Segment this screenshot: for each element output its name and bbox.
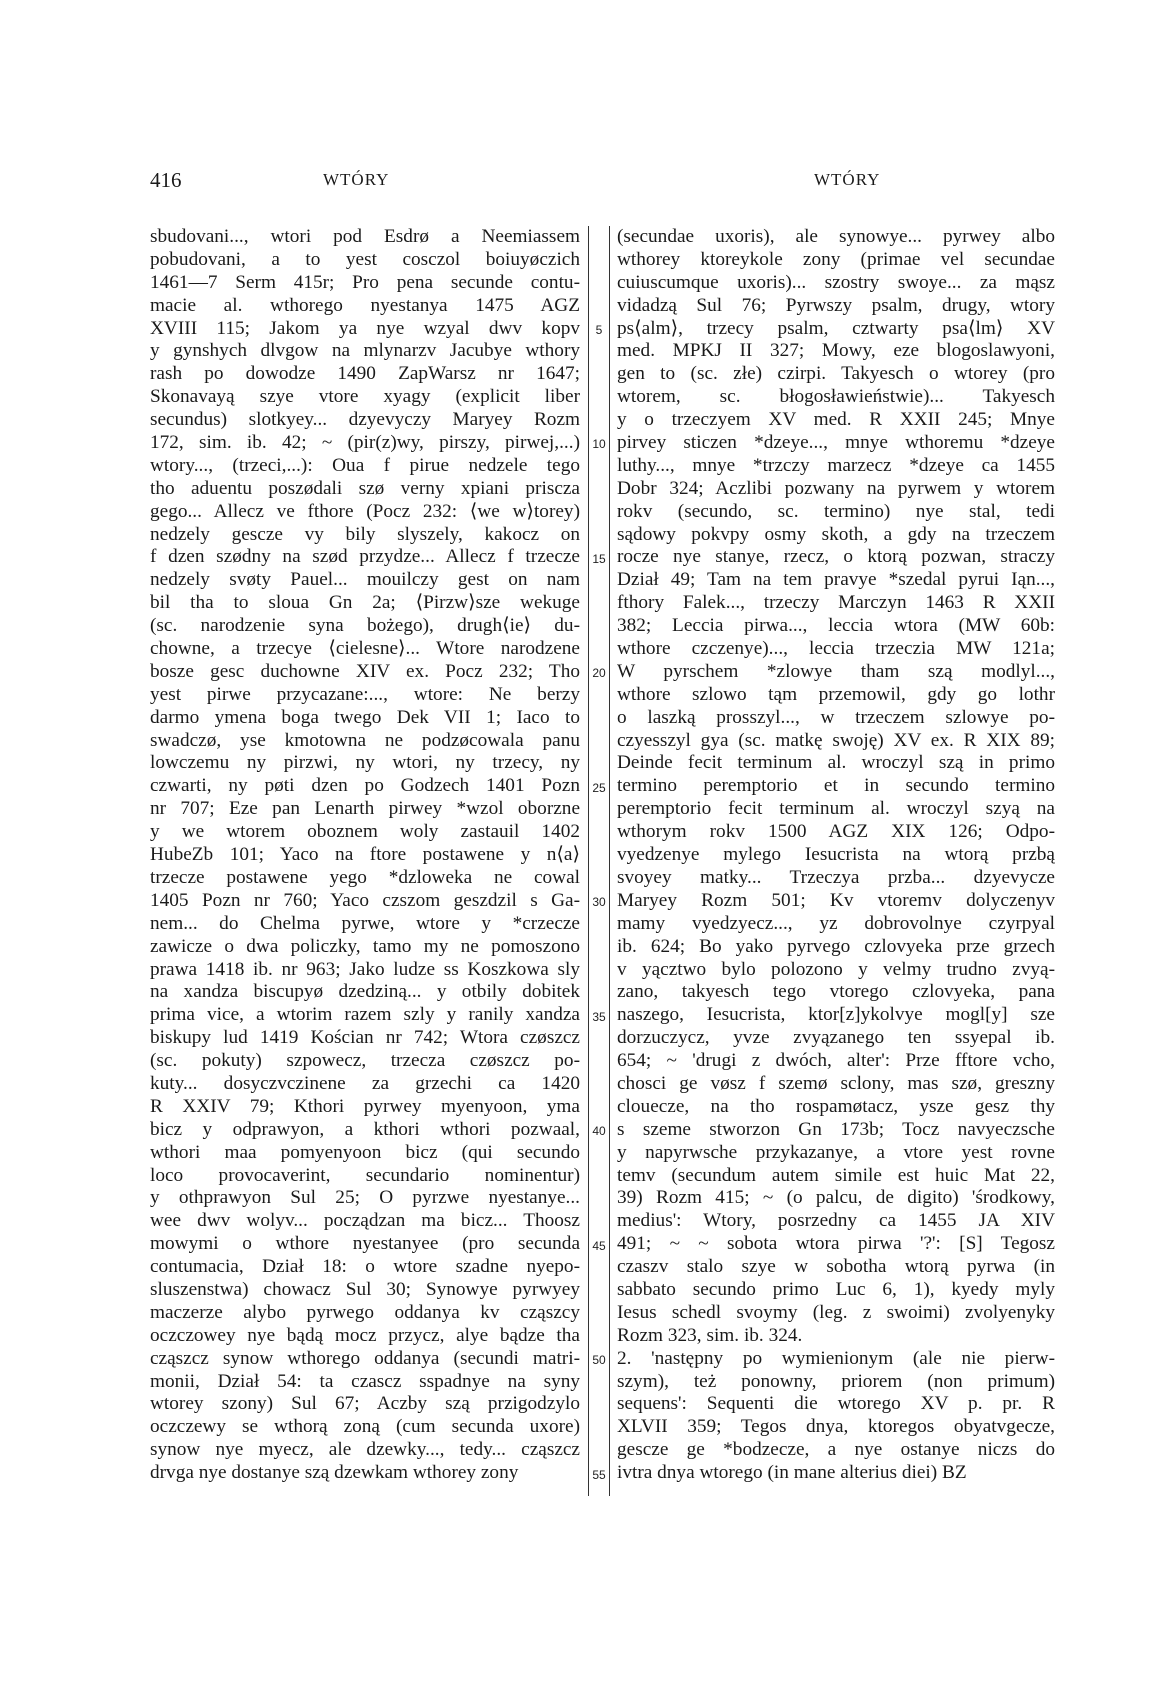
text-line: cząszcz synow wthorego oddanya (secundi matri-: [150, 1347, 580, 1369]
line-number: 55: [592, 1467, 606, 1482]
text-line: sequens': Sequenti die wtorego XV p. pr. R: [617, 1393, 1055, 1415]
text-line: yest pirwe przycazane:..., wtore: Ne berzy: [150, 683, 580, 705]
text-line: wthorym rokv 1500 AGZ XIX 126; Odpo-: [617, 821, 1055, 843]
text-line: 1461—7 Serm 415r; Pro pena secunde contu-: [150, 271, 580, 293]
running-head-left: WTÓRY: [323, 170, 390, 189]
text-line: med. MPKJ II 327; Mowy, eze blogoslawyoni,: [617, 340, 1055, 362]
text-line: pobudovani, a to yest cosczol boiuyøczich: [150, 248, 580, 270]
text-line: 382; Leccia pirwa..., leccia wtora (MW 60b:: [617, 615, 1055, 637]
text-line: wtorey szony) Sul 67; Aczby szą przigodzylo: [150, 1393, 580, 1415]
text-line: clouecze, na tho rospamøtacz, ysze gesz thy: [617, 1095, 1055, 1117]
text-line: trzecze postawene yego *dzloweka ne cowal: [150, 866, 580, 888]
text-line: secundus) slotkyey... dzyevyczy Maryey Rozm: [150, 409, 580, 431]
text-line: R XXIV 79; Kthori pyrwey myenyoon, yma: [150, 1095, 580, 1117]
text-line: Skonavayą szye vtore xyagy (explicit liber: [150, 386, 580, 408]
text-line: czyesszyl gya (sc. matkę swoję) XV ex. R XIX 89;: [617, 729, 1055, 751]
text-line: wee dwv wolyv... począdzan ma bicz... Thoosz: [150, 1210, 580, 1232]
text-line: sądowy pokvpy osmy skoth, a gdy na trzeczem: [617, 523, 1055, 545]
text-line: czaszv stalo szye w sobotha wtorą pyrwa (in: [617, 1256, 1055, 1278]
text-line: ib. 624; Bo yako pyrvego czlovyeka prze grzech: [617, 935, 1055, 957]
text-line: 1405 Pozn nr 760; Yaco czszom geszdzil s Ga-: [150, 889, 580, 911]
text-line: dorzuczycz, yvze zvyązanego ten ssyepal ib.: [617, 1027, 1055, 1049]
text-line: mowymi o wthore nyestanyee (pro secunda: [150, 1233, 580, 1255]
text-line: rash po dowodze 1490 ZapWarsz nr 1647;: [150, 363, 580, 385]
line-number: 50: [592, 1353, 606, 1368]
text-line: sbudovani..., wtori pod Esdrø a Neemiassem: [150, 226, 580, 247]
line-number: 5: [595, 322, 603, 337]
text-line: 654; ~ 'drugi z dwóch, alter': Prze fftore vcho,: [617, 1050, 1055, 1072]
text-line: cuiuscumque uxoris)... szostry swoye... za mąsz: [617, 271, 1055, 293]
line-number: 40: [592, 1124, 606, 1139]
text-line: f dzen szødny na szød przydze... Allecz f trzecze: [150, 546, 580, 568]
text-line: vidadzą Sul 76; Pyrwszy psalm, drugy, wtory: [617, 294, 1055, 316]
text-line: gego... Allecz ve fthore (Pocz 232: ⟨we w⟩torey): [150, 500, 580, 522]
text-line: ps⟨alm⟩, trzecy psalm, cztwarty psa⟨lm⟩ XV: [617, 317, 1055, 339]
text-line: naszego, Iesucrista, ktor[z]ykolvye mogl[y] sze: [617, 1004, 1055, 1026]
line-number: 20: [592, 666, 606, 681]
text-line: o laszką prosszyl..., w trzeczem szlowye po-: [617, 706, 1055, 728]
text-line: XVIII 115; Jakom ya nye wzyal dwv kopv: [150, 317, 580, 339]
text-line: wthori maa pomyenyoon bicz (qui secundo: [150, 1141, 580, 1163]
text-line: synow nye myecz, ale dzewky..., tedy... cząszcz: [150, 1439, 580, 1461]
text-line: 491; ~ ~ sobota wtora pirwa '?': [S] Tegosz: [617, 1233, 1055, 1255]
text-line: contumacia, Dział 18: o wtore szadne nyepo-: [150, 1256, 580, 1278]
text-line: nedzely gescze vy bily slyszely, kakocz on: [150, 523, 580, 545]
text-line: Maryey Rozm 501; Kv vtoremv dolyczenyv: [617, 889, 1055, 911]
text-line: rocze nye stanye, rzecz, o ktorą pozwan, straczy: [617, 546, 1055, 568]
text-line: wthore czczenye)..., leccia trzeczia MW 121a;: [617, 638, 1055, 660]
text-line: chowne, a trzecye ⟨cielesne⟩... Wtore narodzene: [150, 638, 580, 660]
text-line: zawicze o dwa policzky, tamo my ne pomoszono: [150, 935, 580, 957]
text-line: svoyey matky... Trzeczya przba... dzyevycze: [617, 866, 1055, 888]
text-line: swadczø, yse kmotowna ne podzøcowala panu: [150, 729, 580, 751]
text-line: darmo ymena boga twego Dek VII 1; Iaco to: [150, 706, 580, 728]
text-line: wtory..., (trzeci,...): Oua f pirue nedzele tego: [150, 454, 580, 476]
text-line: Dobr 324; Aczlibi pozwany na pyrwem y wtorem: [617, 477, 1055, 499]
text-line: loco provocaverint, secundario nominentur): [150, 1164, 580, 1186]
text-line: lowczemu ny pirzwi, ny wtori, ny trzecy, ny: [150, 752, 580, 774]
text-line: maczerze alybo pyrwego oddanya kv cząszcy: [150, 1301, 580, 1323]
text-line: XLVII 359; Tegos dnya, ktoregos obyatvgecze,: [617, 1416, 1055, 1438]
text-line: pirvey sticzen *dzeye..., mnye wthoremu *dzeye: [617, 432, 1055, 454]
text-line: na xandza biscupyø dzedziną... y otbily dobitek: [150, 981, 580, 1003]
text-line: szym), też ponowny, priorem (non primum): [617, 1370, 1055, 1392]
text-line: nr 707; Eze pan Lenarth pirwey *wzol oborzne: [150, 798, 580, 820]
text-line: macie al. wthorego nyestanya 1475 AGZ: [150, 294, 580, 316]
running-head-right: WTÓRY: [814, 170, 881, 189]
text-line: rokv (secundo, sc. termino) nye stal, tedi: [617, 500, 1055, 522]
line-number: 25: [592, 780, 606, 795]
text-line: y gynshych dlvgow na mlynarzv Jacubye wthory: [150, 340, 580, 362]
text-line: vyedzenye mylego Iesucrista na wtorą przbą: [617, 844, 1055, 866]
text-line: kuty... dosyczvczinene za grzechi ca 1420: [150, 1072, 580, 1094]
text-line: s szeme stworzon Gn 173b; Tocz navyeczsche: [617, 1118, 1055, 1140]
text-line: luthy..., mnye *trzczy marzecz *dzeye ca 1455: [617, 454, 1055, 476]
line-number: 45: [592, 1238, 606, 1253]
column-rule-right: [609, 226, 610, 1496]
text-line: y we wtorem oboznem woly zastauil 1402: [150, 821, 580, 843]
line-number: 10: [592, 437, 606, 452]
text-line: Iesus schedl svoymy (leg. z swoimi) zvolyenyky: [617, 1301, 1055, 1323]
text-line: (sc. narodzenie syna bożego), drugh⟨ie⟩ du-: [150, 615, 580, 637]
text-line: biskupy lud 1419 Kościan nr 742; Wtora czøszcz: [150, 1027, 580, 1049]
right-column: [617, 226, 1055, 1485]
text-line: nem... do Chelma pyrwe, wtore y *crzecze: [150, 912, 580, 934]
line-number: 35: [592, 1009, 606, 1024]
text-line: gen to (sc. złe) czirpi. Takyesch o wtorey (pro: [617, 363, 1055, 385]
text-line: HubeZb 101; Yaco na ftore postawene y n⟨a⟩: [150, 844, 580, 866]
line-number: 15: [592, 551, 606, 566]
text-line: wtorem, sc. błogosławieństwie)... Takyesch: [617, 386, 1055, 408]
page-number: 416: [150, 168, 182, 192]
line-number: 30: [592, 895, 606, 910]
text-line: (secundae uxoris), ale synowye... pyrwey albo: [617, 226, 1055, 247]
text-line: nedzely svøty Pauel... mouilczy gest on nam: [150, 569, 580, 591]
text-line: prima vice, a wtorim razem szly y ranily xandza: [150, 1004, 580, 1026]
text-line: wthorey ktoreykole zony (primae vel secundae: [617, 248, 1055, 270]
left-column: [150, 226, 580, 1485]
text-line: v yącztwo bylo polozono y velmy trudno zvyą-: [617, 958, 1055, 980]
text-line: peremptorio fecit terminum al. wroczyl szyą na: [617, 798, 1055, 820]
text-line: y o trzeczyem XV med. R XXII 245; Mnye: [617, 409, 1055, 431]
text-line: monii, Dział 54: ta czascz sspadnye na syny: [150, 1370, 580, 1392]
text-line: bicz y odprawyon, a kthori wthori pozwaal,: [150, 1118, 580, 1140]
text-line: prawa 1418 ib. nr 963; Jako ludze ss Koszkowa sly: [150, 958, 580, 980]
text-line: mamy vyedzyecz..., yz dobrovolnye czyrpyal: [617, 912, 1055, 934]
text-line: y othprawyon Sul 25; O pyrzwe nyestanye...: [150, 1187, 580, 1209]
text-line: drvga nye dostanye szą dzewkam wthorey zony: [150, 1462, 519, 1484]
text-line: bil tha to sloua Gn 2a; ⟨Pirzw⟩sze wekuge: [150, 592, 580, 614]
text-line: gescze ge *bodzecze, a nye ostanye niczs do: [617, 1439, 1055, 1461]
column-rule-left: [588, 226, 589, 1496]
text-line: W pyrschem *zlowye tham szą modlyl...,: [617, 660, 1055, 682]
text-line: 39) Rozm 415; ~ (o palcu, de digito) 'środkowy,: [617, 1187, 1055, 1209]
text-line: fthory Falek..., trzeczy Marczyn 1463 R XXII: [617, 592, 1055, 614]
text-line: sabbato secundo primo Luc 6, 1), kyedy myly: [617, 1278, 1055, 1300]
text-line: (sc. pokuty) szpowecz, trzecza czøszcz po-: [150, 1050, 580, 1072]
text-line: oczczowey nye bądą mocz przycz, alye bądze tha: [150, 1324, 580, 1346]
text-line: tho aduentu poszødali szø verny xpiani priscza: [150, 477, 580, 499]
text-line: zano, takyesch tego vtorego czlovyeka, pana: [617, 981, 1055, 1003]
text-line: y napyrwsche przykazanye, a vtore yest rovne: [617, 1141, 1055, 1163]
text-line: 172, sim. ib. 42; ~ (pir(z)wy, pirszy, pirwej,...): [150, 432, 580, 454]
text-line: ivtra dnya wtorego (in mane alterius diei) BZ: [617, 1462, 967, 1484]
text-line: bosze gesc duchowne XIV ex. Pocz 232; Tho: [150, 660, 580, 682]
text-line: sluszenstwa) chowacz Sul 30; Synowye pyrwyey: [150, 1278, 580, 1300]
text-line: Deinde fecit terminum al. wroczyl szą in primo: [617, 752, 1055, 774]
text-line: medius': Wtory, posrzedny ca 1455 JA XIV: [617, 1210, 1055, 1232]
text-line: Dział 49; Tam na tem pravye *szedal pyrui Iąn...,: [617, 569, 1055, 591]
text-line: Rozm 323, sim. ib. 324.: [617, 1324, 803, 1346]
text-line: chosci ge vøsz f szemø sclony, mas szø, greszny: [617, 1072, 1055, 1094]
text-line: czwarti, ny pøti dzen po Godzech 1401 Pozn: [150, 775, 580, 797]
text-line: 2. 'następny po wymienionym (ale nie pierw-: [617, 1347, 1055, 1369]
text-line: oczczewy se wthorą zoną (cum secunda uxore): [150, 1416, 580, 1438]
text-line: termino peremptorio et in secundo termino: [617, 775, 1055, 797]
text-line: temv (secundum autem simile est huic Mat 22,: [617, 1164, 1055, 1186]
text-line: wthore szlowo tąm przemowil, gdy go lothr: [617, 683, 1055, 705]
